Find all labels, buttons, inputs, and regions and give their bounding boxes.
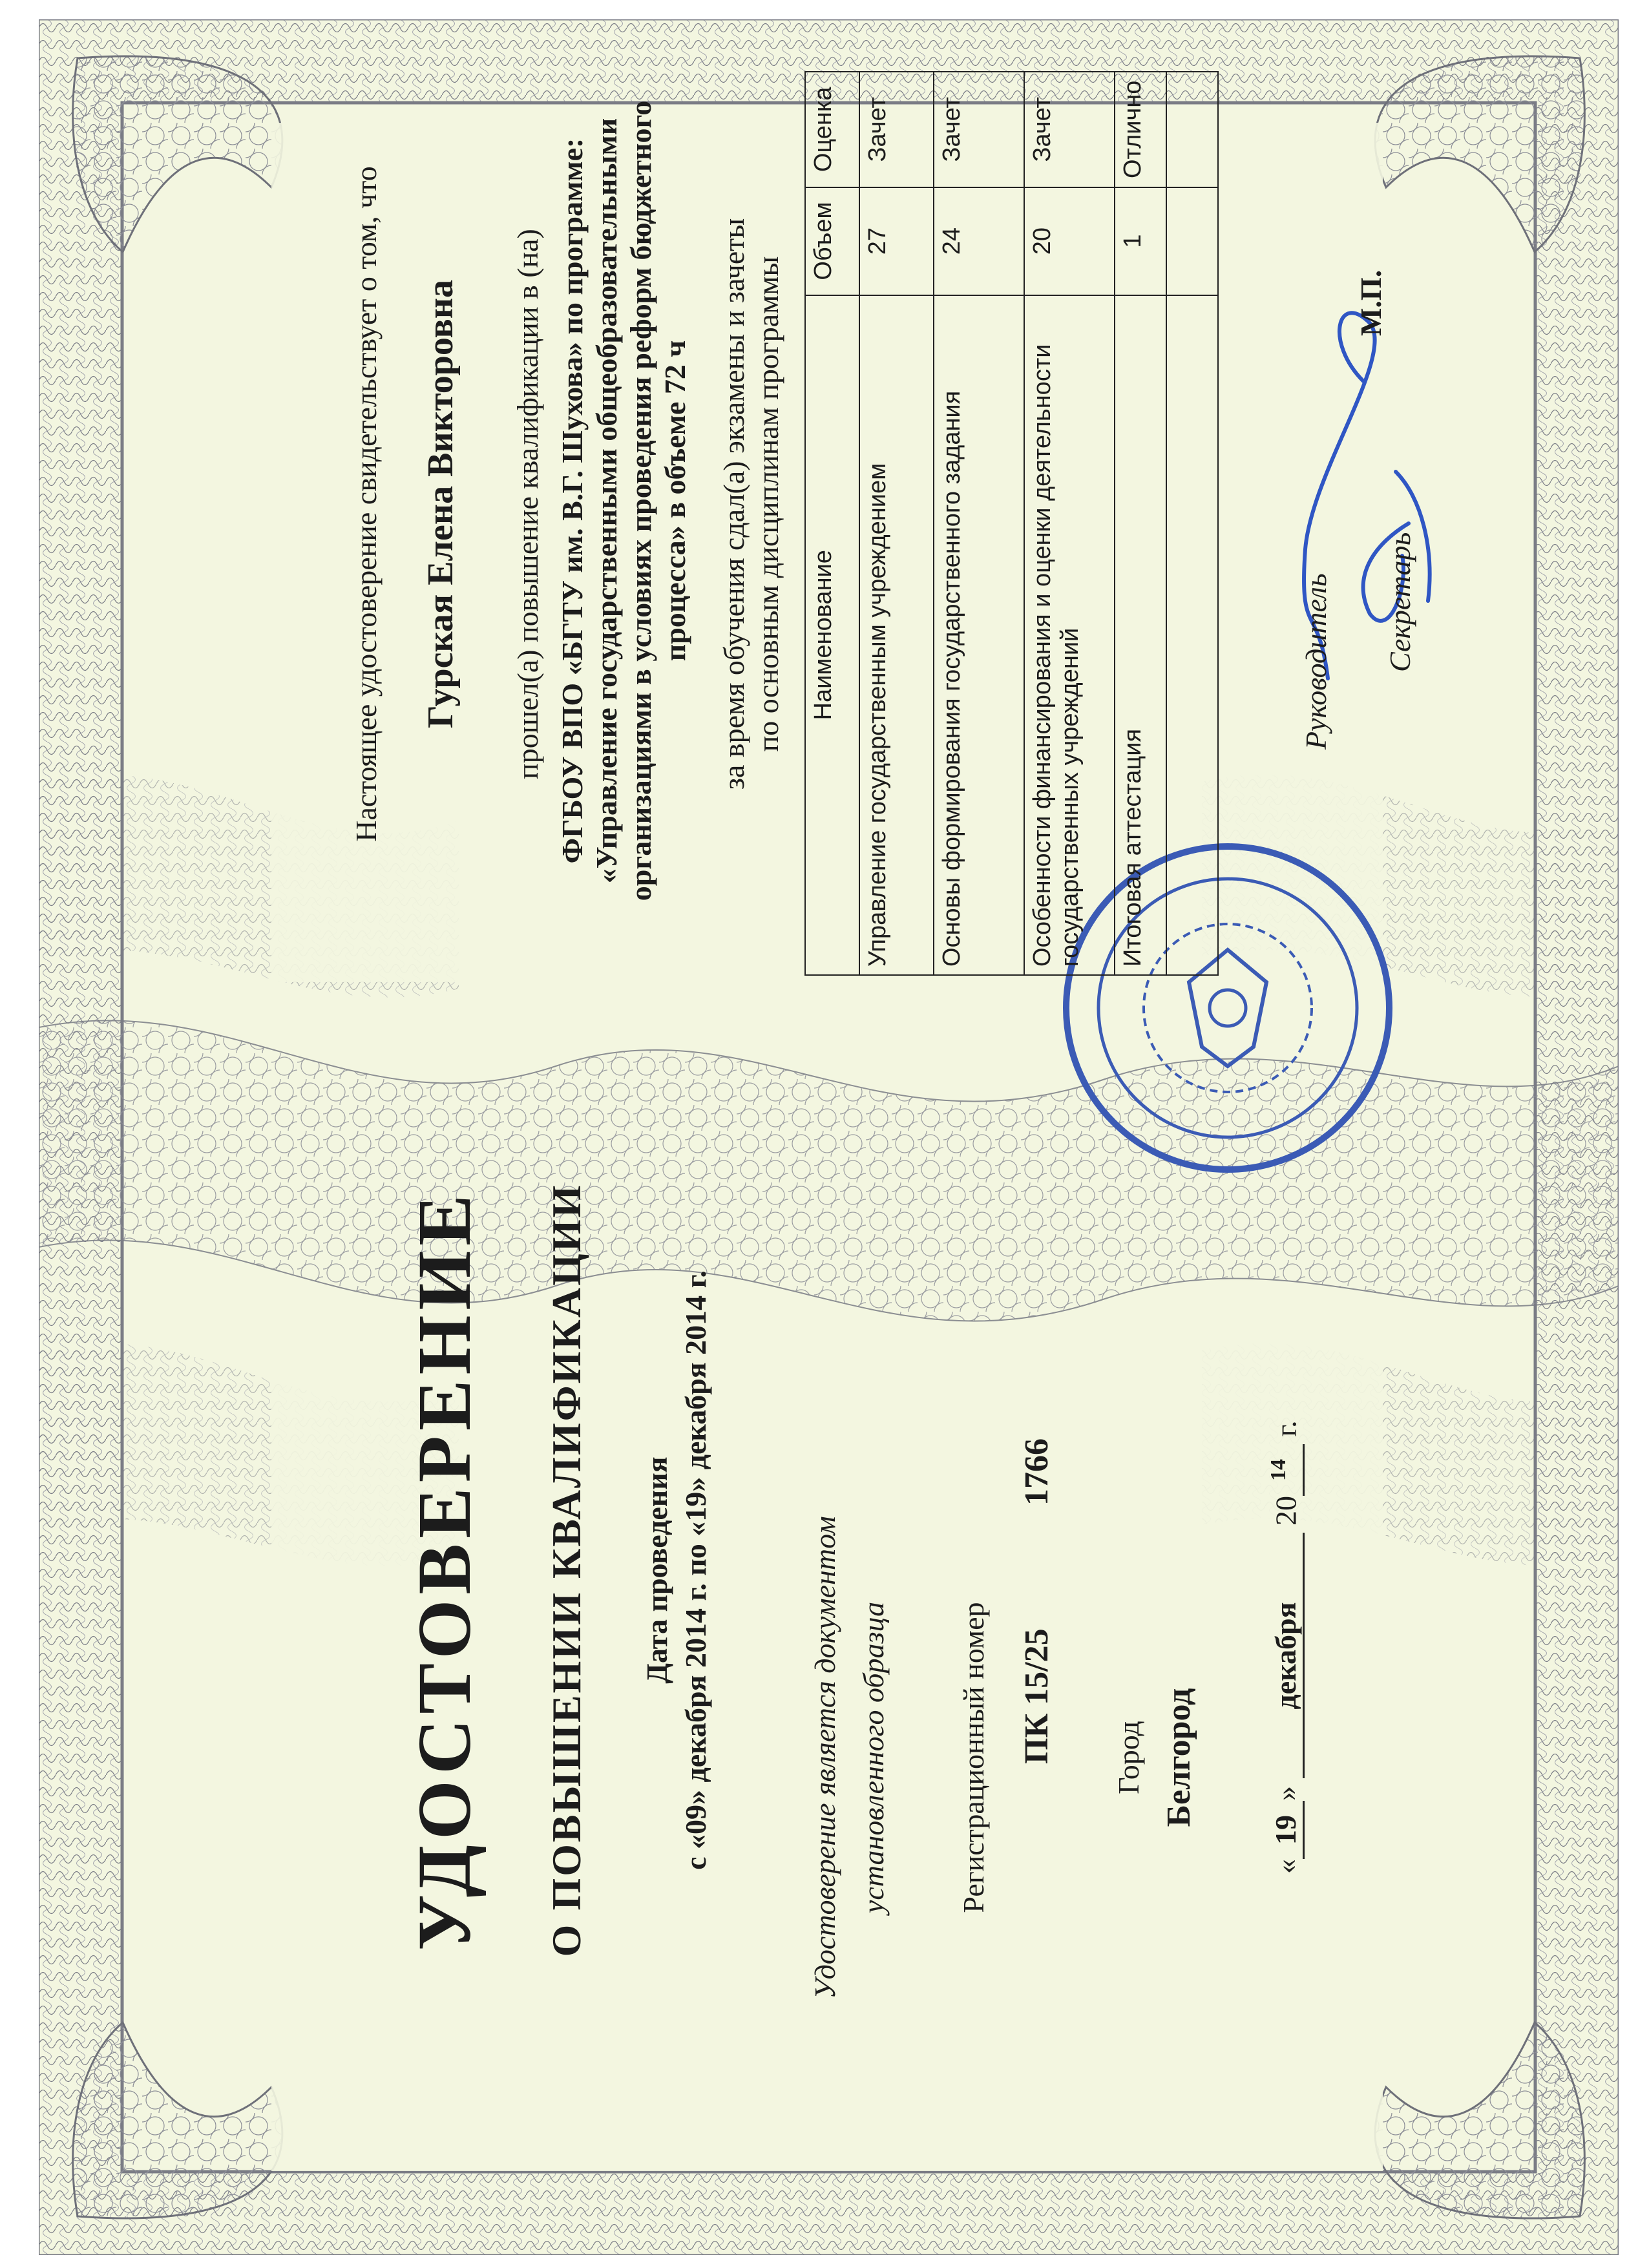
disciplines-table bbox=[804, 71, 1219, 976]
table-row bbox=[1115, 72, 1166, 975]
row-grade-empty bbox=[1166, 72, 1218, 187]
issue-date-month: декабря bbox=[1268, 1533, 1305, 1779]
row-name: Итоговая аттестация bbox=[1115, 295, 1166, 975]
row-name: Основы формирования государственного задания bbox=[934, 295, 1024, 975]
issue-date bbox=[1266, 1420, 1305, 1874]
header-grade: Оценка bbox=[805, 72, 859, 187]
issue-date-close-quote: » bbox=[1269, 1786, 1303, 1801]
certifies-text: Настоящее удостоверение свидетельствует о том, что bbox=[350, 166, 383, 842]
row-grade: Зачет bbox=[934, 72, 1024, 187]
rotated-spread bbox=[39, 19, 1619, 2255]
city-label: Город bbox=[1112, 1721, 1145, 1794]
city-value: Белгород bbox=[1161, 1688, 1197, 1827]
row-volume-empty bbox=[1166, 187, 1218, 295]
standard-note-line1: Удостоверение является документом bbox=[808, 1516, 841, 1999]
row-volume: 1 bbox=[1115, 187, 1166, 295]
row-volume: 20 bbox=[1024, 187, 1115, 295]
header-name: Наименование bbox=[805, 295, 859, 975]
program-line: организациями в условиях проведения реформ бюджетного bbox=[624, 100, 657, 901]
program-line: ФГБОУ ВПО «БГТУ им. В.Г. Шухова» по программе: bbox=[556, 138, 589, 864]
program-line: процесса» в объеме 72 ч bbox=[658, 340, 691, 662]
row-volume: 27 bbox=[859, 187, 934, 295]
dates-label: Дата проведения bbox=[640, 1456, 673, 1684]
issue-date-year-prefix: 20 bbox=[1269, 1496, 1303, 1526]
exams-line2: по основным дисциплинам программы bbox=[751, 256, 784, 752]
registration-code: ПК 15/25 bbox=[1018, 1628, 1055, 1764]
issue-date-year-unit: г. bbox=[1269, 1420, 1303, 1437]
table-row bbox=[934, 72, 1024, 975]
stamp-mark: М.П. bbox=[1354, 269, 1387, 336]
standard-note-line2: установленного образца bbox=[857, 1601, 890, 1914]
row-name: Управление государственным учреждением bbox=[859, 295, 934, 975]
issue-date-day: 19 bbox=[1268, 1801, 1305, 1859]
table-row bbox=[859, 72, 934, 975]
exams-text bbox=[717, 52, 786, 956]
row-volume: 24 bbox=[934, 187, 1024, 295]
row-name: Особенности финансирования и оценки деятельности государственных учреждений bbox=[1024, 295, 1115, 975]
registration-label: Регистрационный номер bbox=[957, 1602, 990, 1913]
row-grade: Отлично bbox=[1115, 72, 1166, 187]
certificate-sheet bbox=[39, 19, 1619, 2255]
table-header-row bbox=[805, 72, 859, 975]
passed-text: прошел(а) повышение квалификации в (на) bbox=[511, 229, 544, 779]
issue-date-open-quote: « bbox=[1269, 1859, 1303, 1874]
dates-value: с «09» декабря 2014 г. по «19» декабря 2014 г. bbox=[679, 1270, 712, 1870]
person-name: Гурская Елена Викторовна bbox=[421, 280, 461, 729]
certificate-subtitle: О ПОВЫШЕНИИ КВАЛИФИКАЦИИ bbox=[543, 1183, 589, 1957]
row-name-empty bbox=[1166, 295, 1218, 975]
row-grade: Зачет bbox=[859, 72, 934, 187]
exams-line1: за время обучения сдал(а) экзамены и зачеты bbox=[717, 218, 750, 790]
header-volume: Объем bbox=[805, 187, 859, 295]
certificate-title: УДОСТОВЕРЕНИЕ bbox=[402, 1190, 487, 1951]
registration-number: 1766 bbox=[1018, 1438, 1055, 1506]
program-text bbox=[556, 71, 693, 930]
row-grade: Зачет bbox=[1024, 72, 1115, 187]
table-row bbox=[1024, 72, 1115, 975]
secretary-label: Секретарь bbox=[1383, 532, 1416, 672]
head-label: Руководитель bbox=[1299, 573, 1332, 750]
table-row-empty bbox=[1166, 72, 1218, 975]
issue-date-year-suffix: 14 bbox=[1266, 1459, 1290, 1481]
program-line: «Управление государственными общеобразовательными bbox=[589, 118, 623, 884]
